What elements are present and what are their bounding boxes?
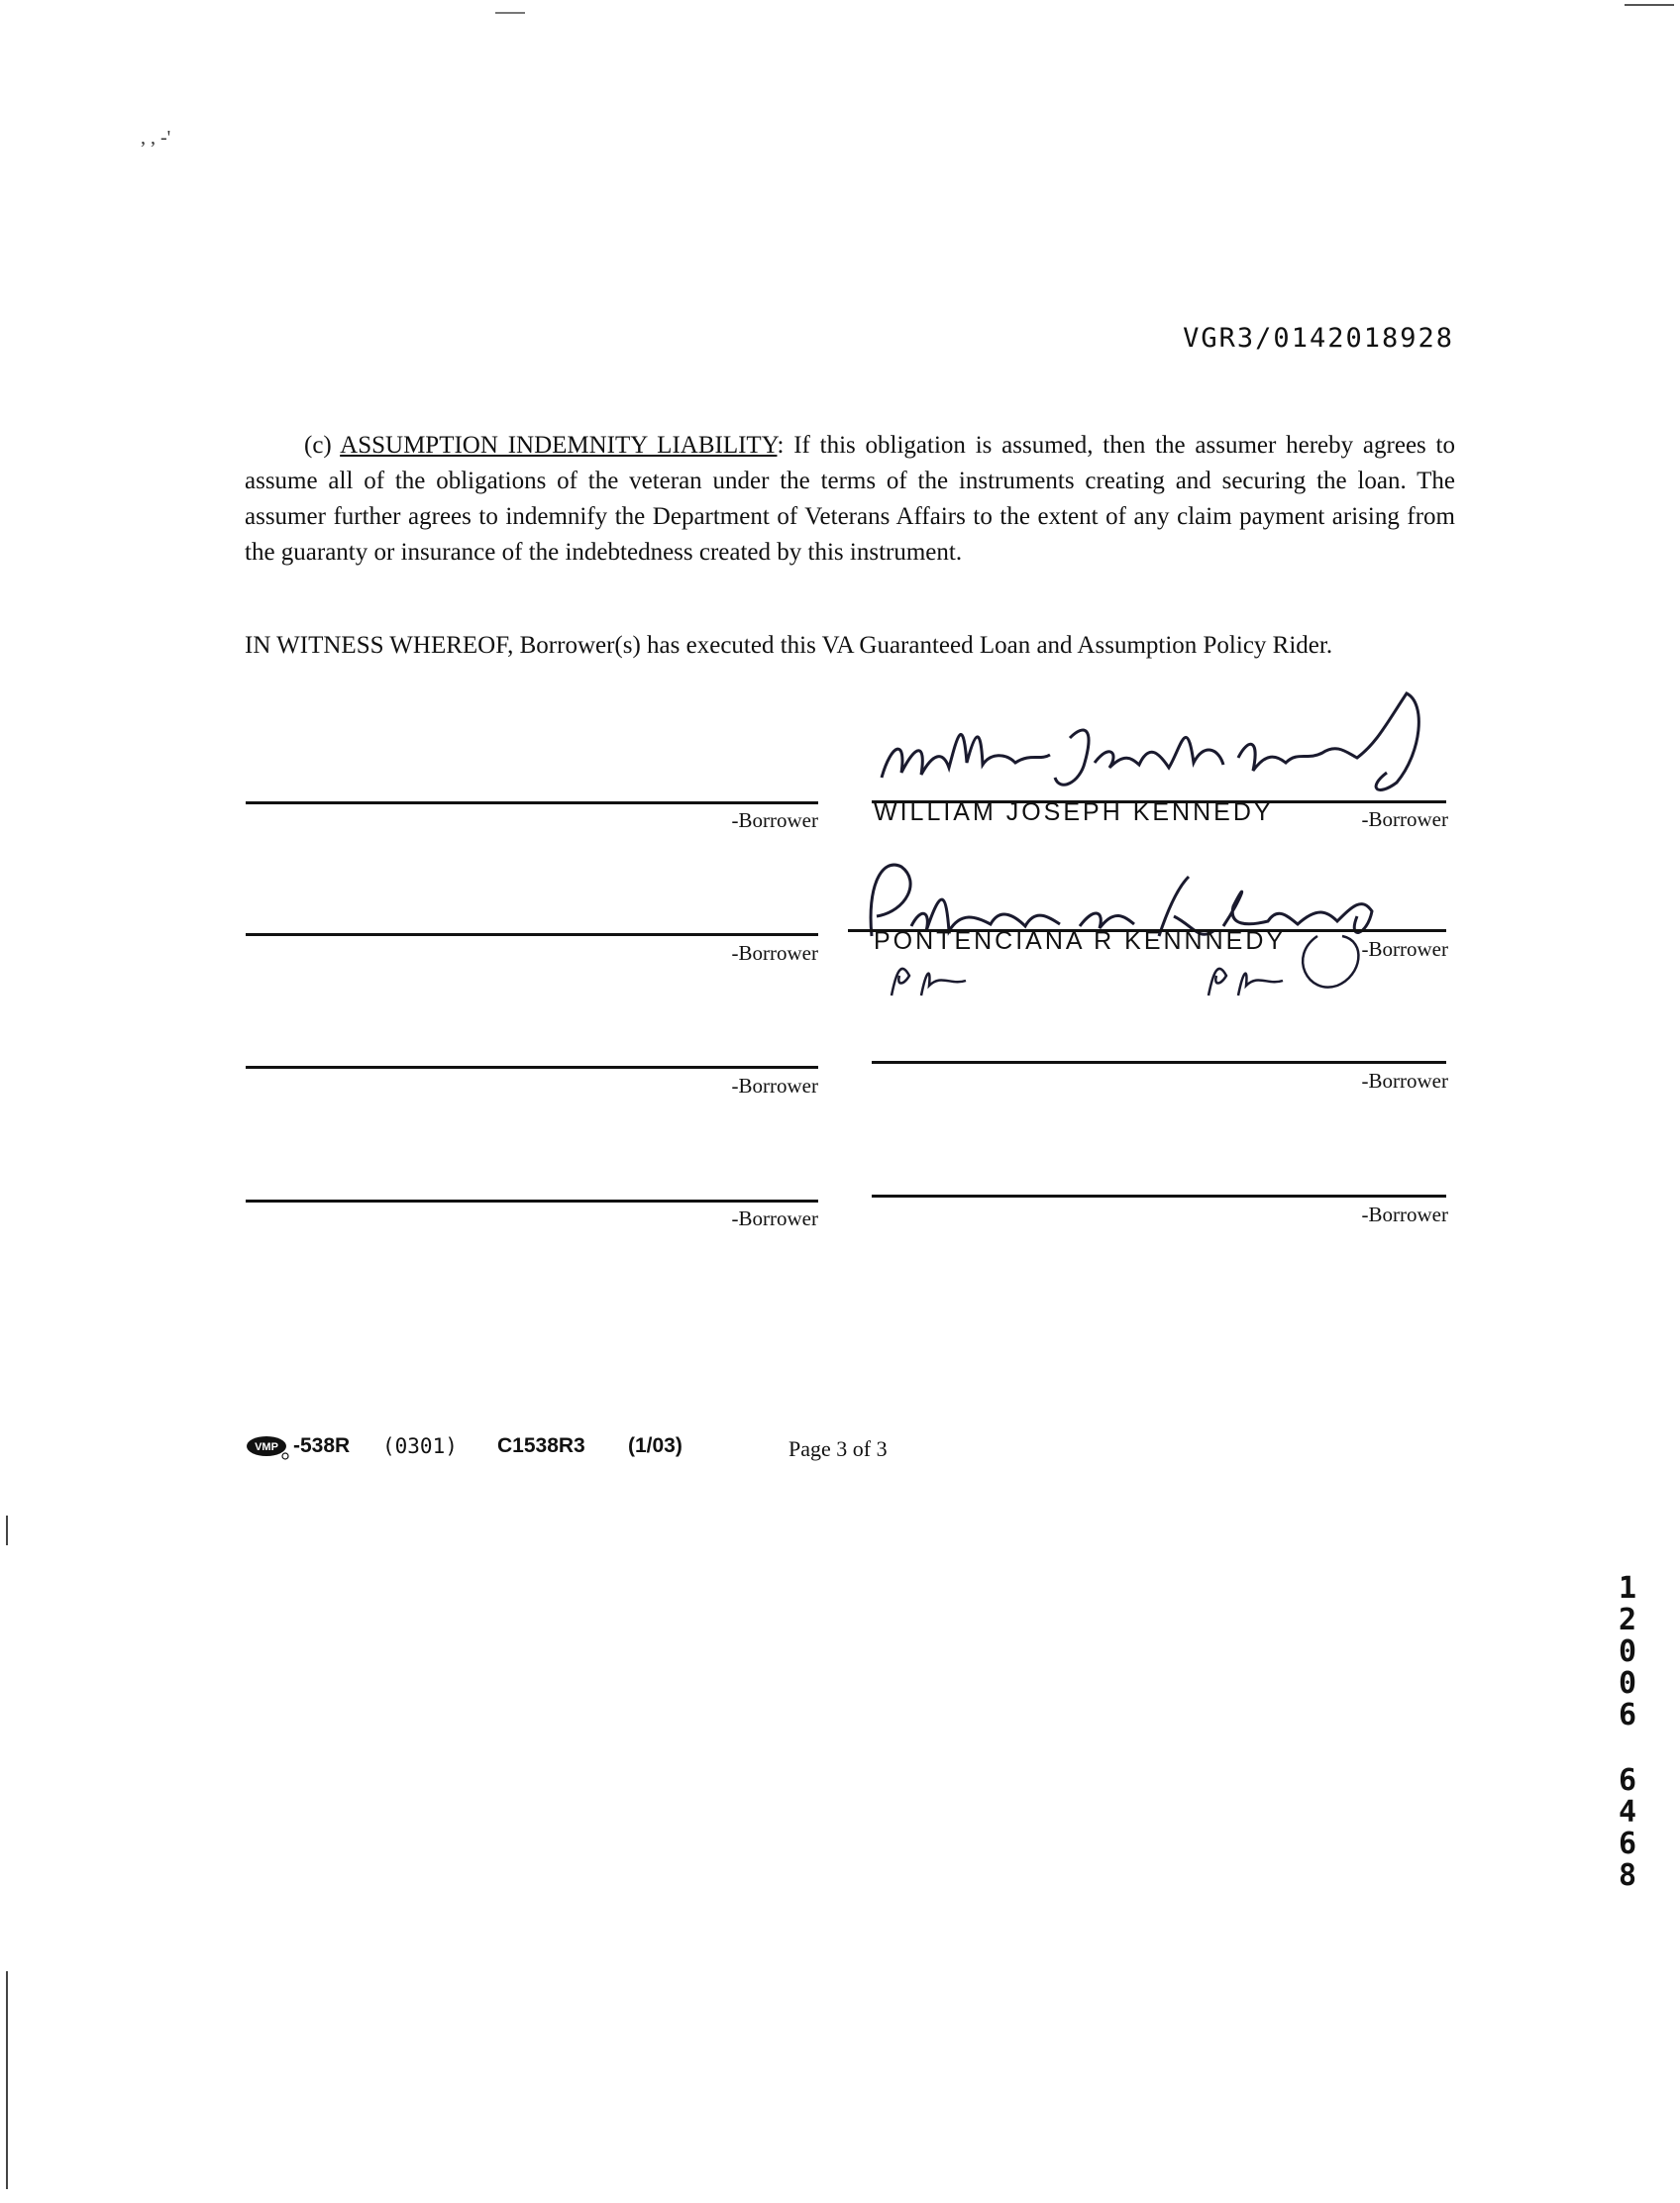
stamp-digit: 4 [1618,1795,1637,1830]
scan-mark: , , -' [141,127,171,149]
scan-mark [495,12,525,14]
signature-line [872,1195,1446,1198]
borrower-label: -Borrower [1361,937,1448,961]
scan-mark [6,1971,8,2189]
signature-line [246,801,818,804]
witness-paragraph: IN WITNESS WHEREOF, Borrower(s) has executed this VA Guaranteed Loan and Assumption Policy Rider. [245,632,1333,659]
stamp-digit: 6 [1618,1698,1637,1732]
clause-heading: ASSUMPTION INDEMNITY LIABILITY [340,432,778,459]
stamp-digit: 0 [1618,1666,1637,1701]
signature-line [246,1066,818,1069]
clause-text: : If this obligation is assumed, then the assumer hereby agrees to assume all of the obligations of the veteran under the terms of the instruments creating and securing the loan. The assumer further agrees to indemnify the Department of Veterans Affairs to the extent of any claim payment arising from the guaranty or insurance of the indebtedness created by this instrument. [245,432,1455,566]
form-code: -538R [293,1434,351,1457]
stamp-digit: 1 [1618,1571,1637,1606]
svg-text:VMP: VMP [255,1441,278,1453]
recording-stamp-digits [1615,1573,1640,1892]
borrower-label: -Borrower [1361,1069,1448,1093]
stamp-digit: 8 [1618,1858,1637,1893]
signature-line [246,1200,818,1203]
signer-1-typed-name: WILLIAM JOSEPH KENNEDY [874,798,1274,826]
vmp-logo [246,1434,291,1460]
scan-mark [1625,4,1674,6]
loan-number: VGR3/0142018928 [1183,323,1454,354]
borrower-label: -Borrower [731,1206,818,1230]
borrower-label: -Borrower [731,808,818,832]
stamp-digit: 6 [1618,1827,1637,1861]
stamp-digit: 6 [1618,1763,1637,1798]
version-date: (1/03) [628,1434,682,1457]
signature-line [872,1061,1446,1064]
handwritten-signature-2 [852,847,1407,1005]
scan-mark [6,1516,8,1545]
borrower-label: -Borrower [1361,807,1448,831]
clause-label: (c) [304,432,332,459]
form-date: (0301) [382,1434,458,1458]
signer-2-typed-name: PONTENCIANA R KENNNEDY [874,927,1287,955]
assumption-indemnity-paragraph [245,428,1455,571]
borrower-label: -Borrower [1361,1203,1448,1226]
borrower-label: -Borrower [731,941,818,965]
stamp-digit: 2 [1618,1603,1637,1637]
form-version: C1538R3 [497,1434,585,1457]
handwritten-signature-1 [872,683,1446,802]
stamp-digit: 0 [1618,1634,1637,1669]
signature-line [246,933,818,936]
borrower-label: -Borrower [731,1074,818,1098]
page-number: Page 3 of 3 [788,1436,888,1461]
